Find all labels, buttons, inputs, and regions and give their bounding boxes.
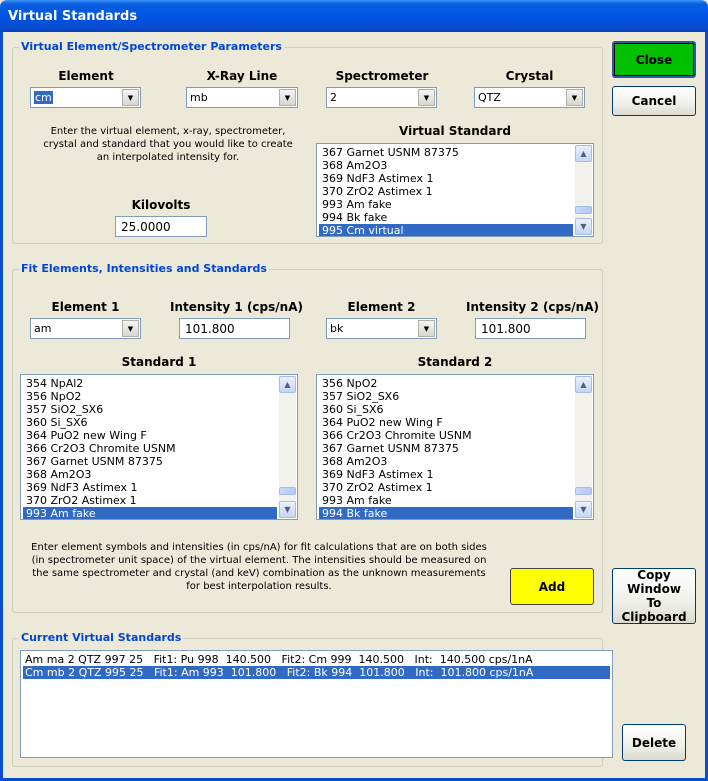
list-item[interactable]: 367 Garnet USNM 87375 — [26, 455, 163, 468]
intensity1-input[interactable]: 101.800 — [179, 318, 290, 339]
virtual-parameters-legend: Virtual Element/Spectrometer Parameters — [21, 40, 282, 53]
intensity1-label: Intensity 1 (cps/nA) — [170, 300, 303, 314]
element-combo-value: cm — [35, 91, 52, 104]
scroll-down-icon[interactable]: ▼ — [575, 501, 592, 518]
crystal-label: Crystal — [505, 69, 554, 83]
spectrometer-combo[interactable] — [326, 87, 437, 108]
kilovolts-label: Kilovolts — [131, 198, 191, 212]
xray-line-combo[interactable] — [186, 87, 298, 108]
list-item[interactable]: 369 NdF3 Astimex 1 — [26, 481, 138, 494]
list-item[interactable]: 366 Cr2O3 Chromite USNM — [26, 442, 176, 455]
crystal-combo[interactable] — [474, 87, 585, 108]
current-virtual-standards-list[interactable] — [20, 650, 613, 758]
standard2-list[interactable] — [316, 374, 594, 520]
list-item-selected[interactable]: 993 Am fake — [23, 507, 277, 520]
scroll-thumb[interactable] — [575, 487, 592, 495]
list-item[interactable]: 370 ZrO2 Astimex 1 — [322, 185, 433, 198]
list-item-selected[interactable]: 994 Bk fake — [319, 507, 573, 520]
spectrometer-label: Spectrometer — [335, 69, 429, 83]
standard1-list[interactable] — [20, 374, 298, 520]
scroll-thumb[interactable] — [575, 206, 592, 214]
chevron-down-icon[interactable]: ▼ — [418, 320, 435, 337]
add-button[interactable]: Add — [510, 568, 594, 605]
list-item[interactable]: 366 Cr2O3 Chromite USNM — [322, 429, 472, 442]
virtual-parameters-description: Enter the virtual element, x-ray, spectrometer, crystal and standard that you would like to create an interpolated intensity for. — [43, 126, 293, 163]
list-item[interactable]: 357 SiO2_SX6 — [26, 403, 104, 416]
cancel-button[interactable]: Cancel — [612, 86, 696, 116]
scroll-up-icon[interactable]: ▲ — [575, 145, 592, 162]
element-label: Element — [58, 69, 114, 83]
current-virtual-standards-legend: Current Virtual Standards — [21, 631, 182, 644]
intensity2-label: Intensity 2 (cps/nA) — [466, 300, 599, 314]
list-item[interactable]: 368 Am2O3 — [26, 468, 92, 481]
list-item[interactable]: 370 ZrO2 Astimex 1 — [322, 481, 433, 494]
list-item[interactable]: 369 NdF3 Astimex 1 — [322, 172, 434, 185]
list-item[interactable]: 993 Am fake — [322, 494, 392, 507]
window-title: Virtual Standards — [8, 9, 138, 24]
spectrometer-combo-value: 2 — [330, 91, 337, 104]
element1-combo[interactable] — [30, 318, 141, 339]
scrollbar[interactable] — [575, 145, 592, 235]
scroll-up-icon[interactable]: ▲ — [575, 376, 592, 393]
virtual-standard-list[interactable] — [316, 143, 594, 237]
fit-elements-description: Enter element symbols and intensities (in cps/nA) for fit calculations that are on both sides (in spectrometer unit space) of the virtual element. The intensities should be measured on the same spectrometer and crystal (and keV) combination as the unknown measurements for best interpolation results. — [31, 542, 487, 592]
list-item[interactable]: 356 NpO2 — [322, 377, 378, 390]
scrollbar[interactable] — [575, 376, 592, 518]
fit-elements-legend: Fit Elements, Intensities and Standards — [21, 262, 267, 275]
title-bar — [0, 0, 708, 32]
element2-label: Element 2 — [347, 300, 416, 314]
list-item[interactable]: 356 NpO2 — [26, 390, 82, 403]
element2-combo[interactable] — [326, 318, 437, 339]
list-item[interactable]: 993 Am fake — [322, 198, 392, 211]
copy-to-clipboard-button[interactable]: Copy Window To Clipboard — [612, 568, 696, 624]
element2-combo-value: bk — [330, 322, 344, 335]
xray-line-label: X-Ray Line — [206, 69, 278, 83]
delete-button[interactable]: Delete — [622, 724, 686, 761]
kilovolts-input[interactable]: 25.0000 — [115, 216, 207, 237]
close-button[interactable]: Close — [612, 41, 696, 78]
scroll-up-icon[interactable]: ▲ — [279, 376, 296, 393]
list-item[interactable]: 364 PuO2 new Wing F — [322, 416, 443, 429]
list-item[interactable]: 360 Si_SX6 — [322, 403, 384, 416]
chevron-down-icon[interactable]: ▼ — [122, 89, 139, 106]
list-item[interactable]: 354 NpAl2 — [26, 377, 84, 390]
virtual-standard-label: Virtual Standard — [399, 124, 511, 138]
list-item-selected[interactable]: 995 Cm virtual — [319, 224, 573, 237]
list-item[interactable]: 364 PuO2 new Wing F — [26, 429, 147, 442]
element-combo[interactable] — [30, 87, 141, 108]
standard2-label: Standard 2 — [417, 355, 493, 369]
chevron-down-icon[interactable]: ▼ — [279, 89, 296, 106]
list-item[interactable]: 368 Am2O3 — [322, 455, 388, 468]
scroll-down-icon[interactable]: ▼ — [575, 218, 592, 235]
list-item[interactable]: 369 NdF3 Astimex 1 — [322, 468, 434, 481]
scroll-down-icon[interactable]: ▼ — [279, 501, 296, 518]
list-item[interactable]: 367 Garnet USNM 87375 — [322, 146, 459, 159]
intensity2-input[interactable]: 101.800 — [475, 318, 586, 339]
crystal-combo-value: QTZ — [478, 91, 501, 104]
element1-label: Element 1 — [51, 300, 120, 314]
xray-line-combo-value: mb — [190, 91, 208, 104]
list-item[interactable]: 367 Garnet USNM 87375 — [322, 442, 459, 455]
list-item[interactable]: 370 ZrO2 Astimex 1 — [26, 494, 137, 507]
scroll-thumb[interactable] — [279, 487, 296, 495]
element1-combo-value: am — [34, 322, 52, 335]
chevron-down-icon[interactable]: ▼ — [418, 89, 435, 106]
list-item[interactable]: 368 Am2O3 — [322, 159, 388, 172]
chevron-down-icon[interactable]: ▼ — [566, 89, 583, 106]
list-item[interactable]: Am ma 2 QTZ 997 25 Fit1: Pu 998 140.500 Fit2: Cm 999 140.500 Int: 140.500 cps/1nA — [25, 653, 533, 666]
list-item[interactable]: 994 Bk fake — [322, 211, 388, 224]
chevron-down-icon[interactable]: ▼ — [122, 320, 139, 337]
list-item[interactable]: 357 SiO2_SX6 — [322, 390, 400, 403]
list-item-selected[interactable]: Cm mb 2 QTZ 995 25 Fit1: Am 993 101.800 Fit2: Bk 994 101.800 Int: 101.800 cps/1nA — [23, 666, 610, 679]
standard1-label: Standard 1 — [121, 355, 197, 369]
scrollbar[interactable] — [279, 376, 296, 518]
list-item[interactable]: 360 Si_SX6 — [26, 416, 88, 429]
